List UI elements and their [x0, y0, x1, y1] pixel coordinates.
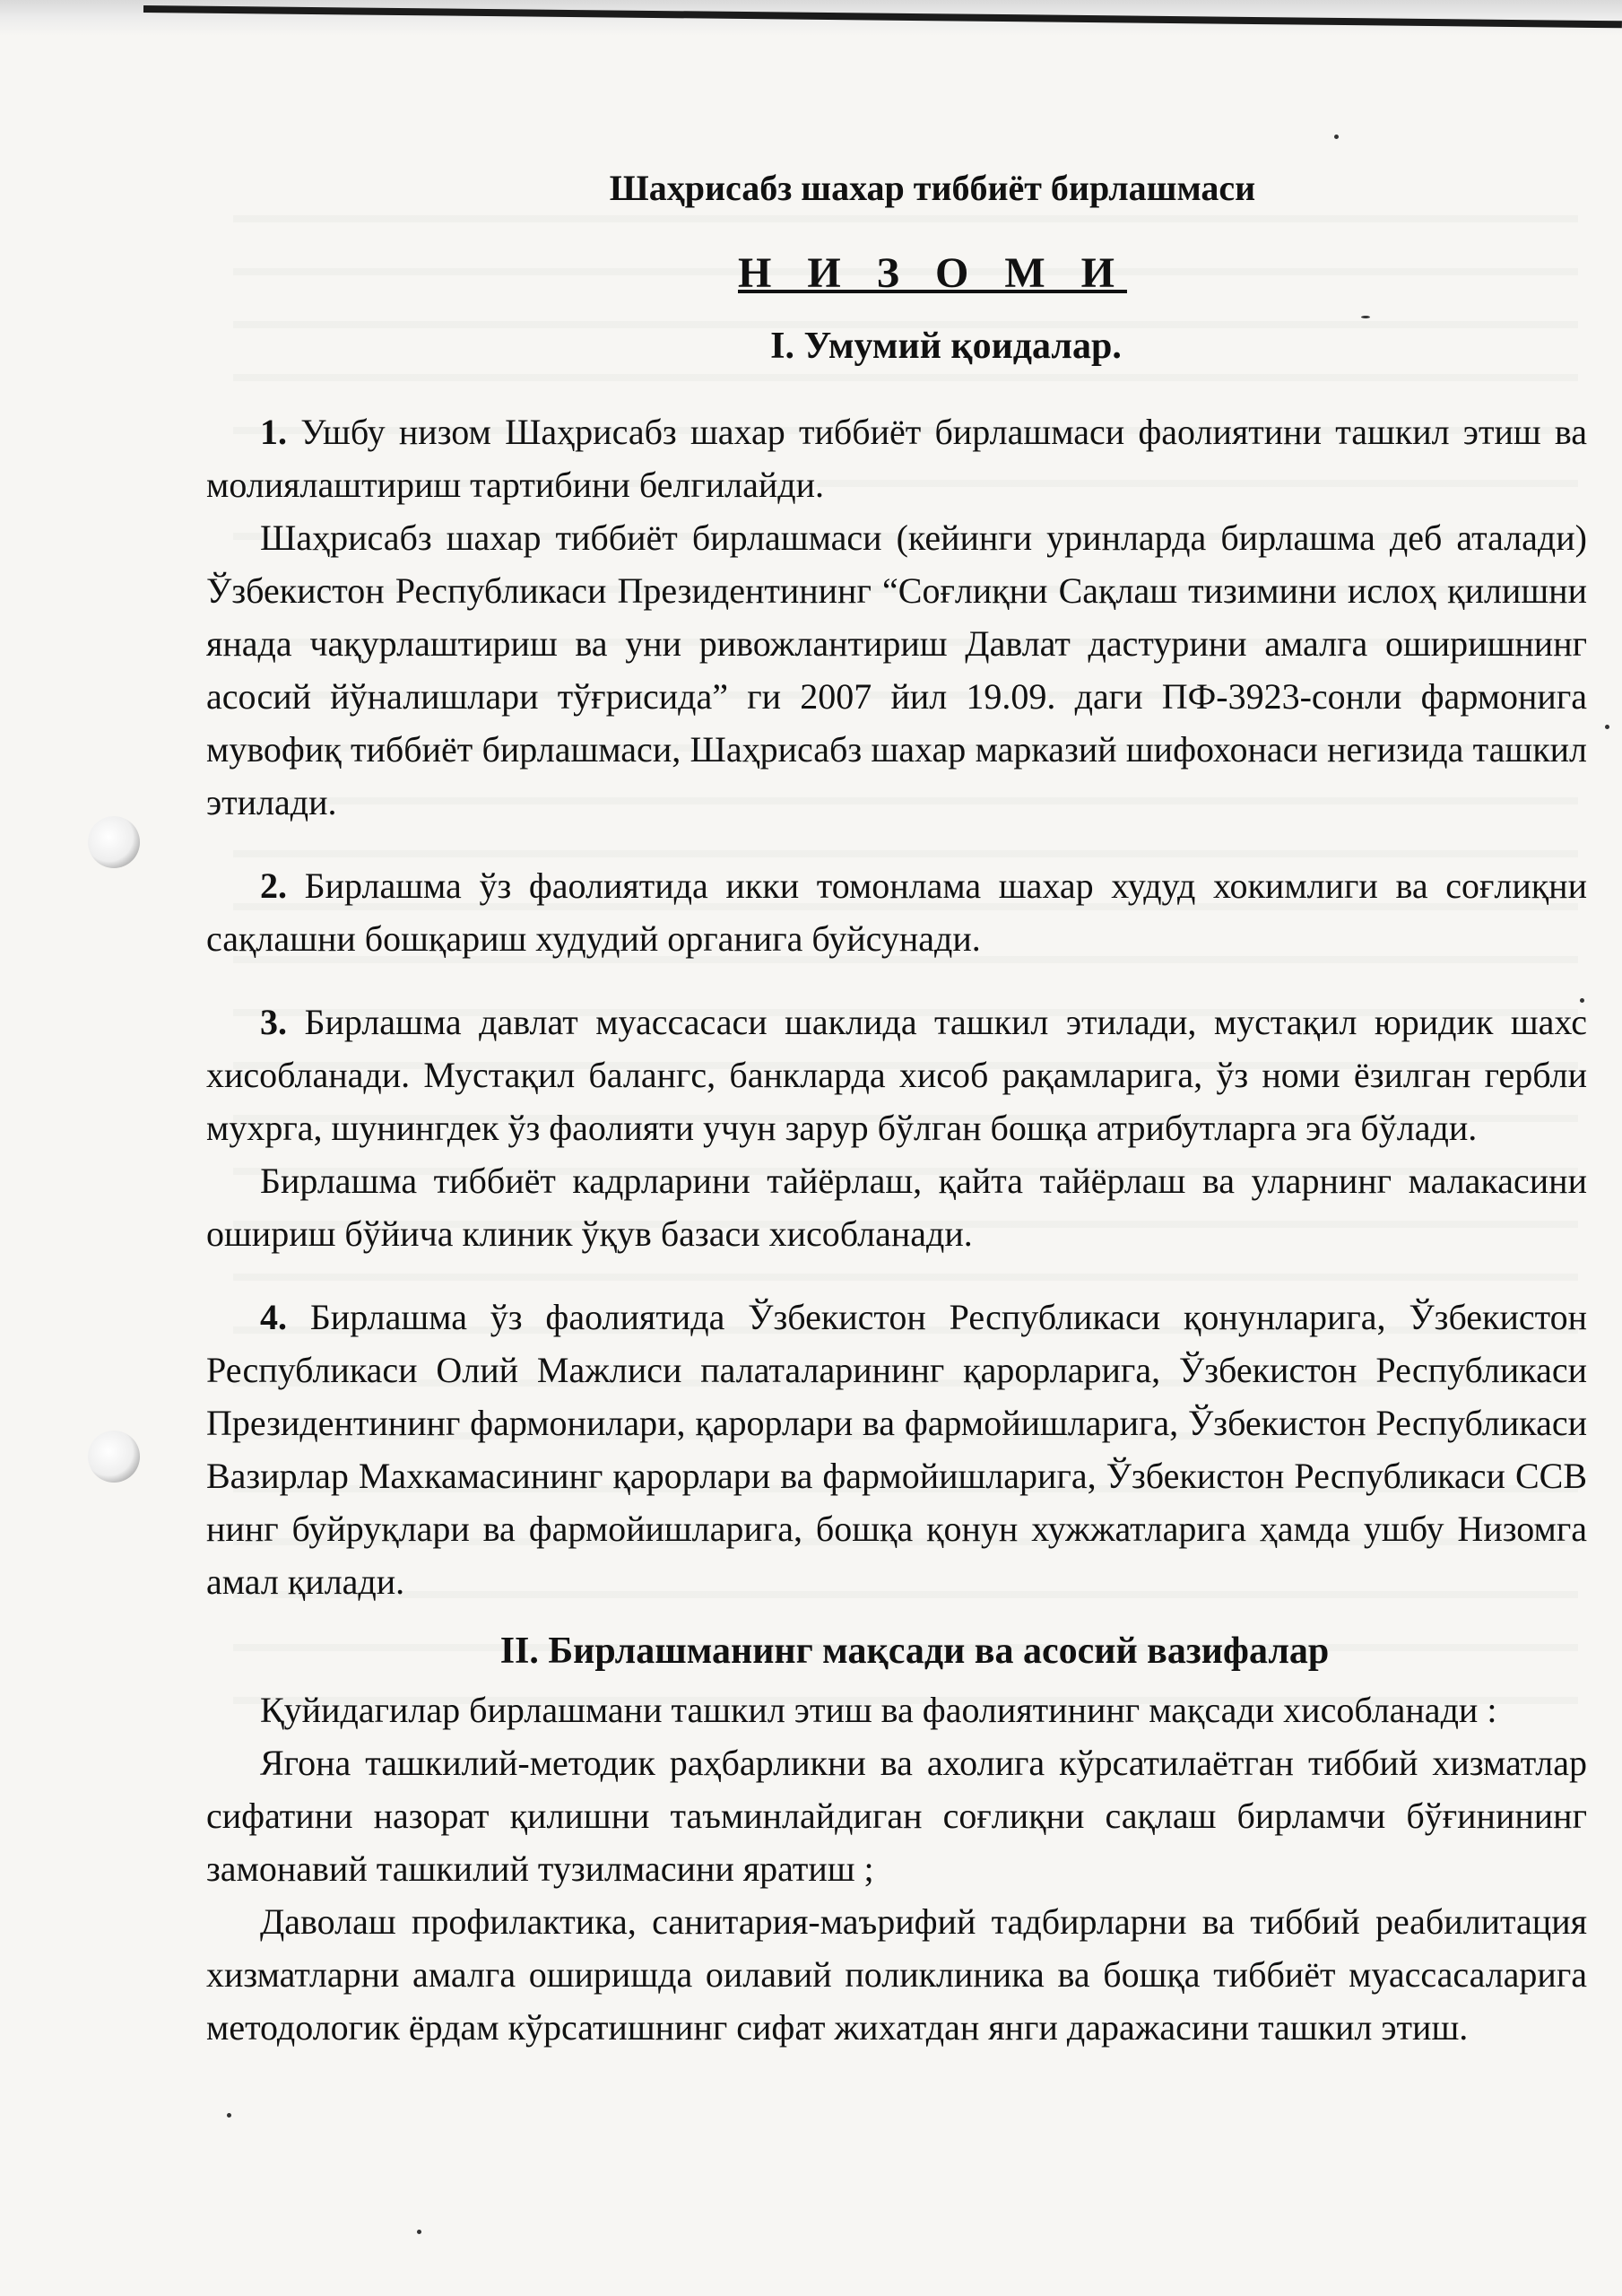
speck — [1334, 135, 1339, 139]
paragraph-3 — [206, 996, 1587, 1154]
paragraph-text: Бирлашма давлат муассасаси шаклида ташкил этилади, мустақил юридик шахс хисобланади. Мустақил балангс, банкларда хисоб рақамларига, ўз номи ёзилган гербли мухрга, шунингдек ўз фаолияти учун зарур бўлган бошқа атрибутларга эга бўлади. — [206, 1002, 1587, 1148]
speck — [417, 2230, 421, 2234]
paragraph-text: Даволаш профилактика, санитария-маърифий тадбирларни ва тиббий реабилитация хизматларни амалга оширишда оилавий поликлиника ва бошқа тиббиёт муассасаларига методологик ёрдам кўрсатишнинг сифат жихатдан янги даражасини ташкил этиш. — [206, 1901, 1587, 2048]
paragraph-6 — [206, 1736, 1587, 1895]
paragraph-4 — [206, 1291, 1587, 1608]
section-heading-2: II. Бирлашманинг мақсади ва асосий вазифалар — [499, 1631, 1330, 1672]
paragraph-5 — [206, 1683, 1587, 1736]
document-page — [206, 161, 1587, 2054]
punch-hole-icon — [88, 1431, 140, 1483]
paragraph-text: Шаҳрисабз шахар тиббиёт бирлашмаси (кейинги уринларда бирлашма деб аталади) Ўзбекистон Республикаси Президентининг “Соғлиқни Сақлаш тизимини ислоҳ қилишни янада чақурлаштириш ва уни ривожлантириш Давлат дастурини амалга оширишнинг асосий йўналишлари тўғрисида” ги 2007 йил 19.09. даги ПФ-3923-сонли фармонига мувофиқ тиббиёт бирлашмаси, Шаҳрисабз шахар марказий шифохонаси негизида ташкил этилади. — [206, 517, 1587, 822]
paragraph-text: Бирлашма ўз фаолиятида Ўзбекистон Республикаси қонунларига, Ўзбекистон Республикаси Олий Мажлиси палаталарининг қарорларига, Ўзбекистон Республикаси Президентининг фармонилари, қарорлари ва фармойишларига, Ўзбекистон Республикаси Вазирлар Махкамасининг қарорлари ва фармойишларига, Ўзбекистон Республикаси ССВ нинг буйруқлари ва фармойишларига, бошқа қонун хужжатларига ҳамда ушбу Низомга амал қилади. — [206, 1297, 1587, 1602]
paragraph-text: Ушбу низом Шаҳрисабз шахар тиббиёт бирлашмаси фаолиятини ташкил этиш ва молиялаштириш тартибини белгилайди. — [206, 412, 1587, 505]
paragraph-1b — [206, 511, 1587, 829]
speck — [227, 2113, 231, 2118]
paragraph-number: 3. — [260, 1002, 287, 1042]
paragraph-text: Ягона ташкилий-методик раҳбарликни ва ахолига кўрсатилаётган тиббий хизматлар сифатини назорат қилишни таъминлайдиган соғлиқни сақлаш бирламчи бўғинининг замонавий ташкилий тузилмасини яратиш ; — [206, 1743, 1587, 1889]
paragraph-text: Бирлашма тиббиёт кадрларини тайёрлаш, қайта тайёрлаш ва уларнинг малакасини ошириш бўйича клиник ўқув базаси хисобланади. — [206, 1161, 1587, 1254]
paragraph-1 — [206, 405, 1587, 511]
paragraph-2 — [206, 859, 1587, 965]
paragraph-number: 2. — [260, 865, 287, 906]
org-title: Шаҳрисабз шахар тиббиёт бирлашмаси — [609, 168, 1256, 208]
paragraph-3b — [206, 1154, 1587, 1260]
paragraph-7 — [206, 1895, 1587, 2054]
doc-title: Н И З О М И — [738, 249, 1127, 297]
section-heading-1: I. Умумий қоидалар. — [770, 326, 1122, 367]
paragraph-number: 1. — [260, 412, 287, 452]
speck — [1605, 725, 1609, 729]
punch-hole-icon — [88, 816, 140, 868]
paragraph-number: 4. — [260, 1297, 287, 1337]
paragraph-text: Қуйидагилар бирлашмани ташкил этиш ва фаолиятининг мақсади хисобланади : — [260, 1690, 1497, 1730]
paragraph-text: Бирлашма ўз фаолиятида икки томонлама шахар худуд хокимлиги ва соғлиқни сақлашни бошқариш худудий органига буйсунади. — [206, 865, 1587, 959]
